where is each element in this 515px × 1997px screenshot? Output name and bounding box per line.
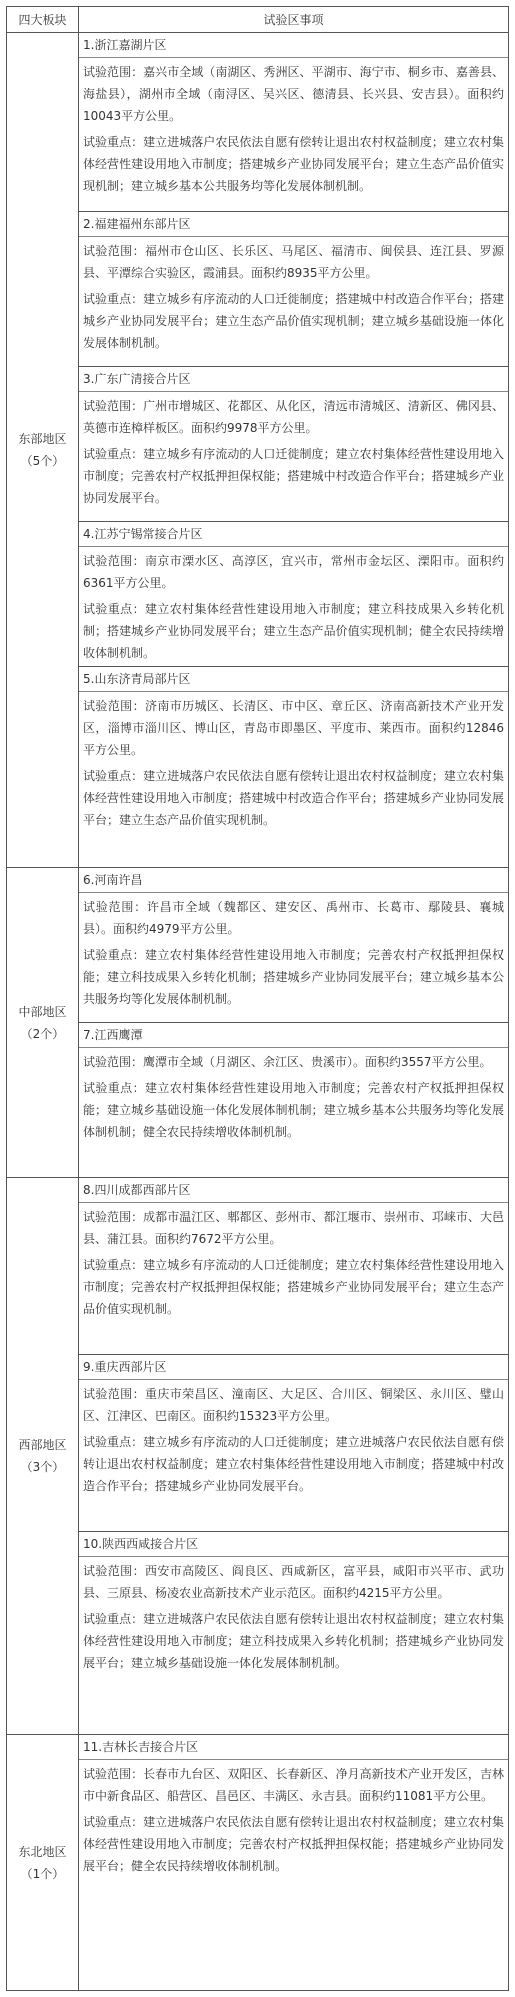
region-count: （1个）	[20, 1866, 65, 1881]
zone-cell	[79, 1355, 509, 1532]
zone-title: 9.重庆西部片区	[79, 1357, 508, 1380]
zone-focus: 试验重点：建立进城落户农民依法自愿有偿转让退出农村权益制度；建立农村集体经营性建设用地入市制度；完善农村产权抵押担保权能；搭建城乡产业协同发展平台；健全农民持续增收体制机制。	[83, 1815, 504, 1873]
zone-focus: 试验重点：建立城乡有序流动的人口迁徙制度；搭建城中村改造合作平台；搭建城乡产业协同发展平台；建立生态产品价值实现机制；建立城乡基础设施一体化发展体制机制。	[83, 292, 504, 350]
header-items: 试验区事项	[79, 7, 509, 33]
zone-cell	[79, 212, 509, 367]
table-row	[7, 667, 509, 868]
zone-cell	[79, 367, 509, 522]
table-row	[7, 1532, 509, 1735]
zone-focus: 试验重点：建立进城落户农民依法自愿有偿转让退出农村权益制度；建立农村集体经营性建设用地入市制度；搭建城乡产业协同发展平台；建立生态产品价值实现机制；建立城乡基本公共服务均等化发展体制机制。	[83, 135, 504, 193]
zone-focus: 试验重点：建立农村集体经营性建设用地入市制度；建立科技成果入乡转化机制；搭建城乡产业协同发展平台；建立生态产品价值实现机制；健全农民持续增收体制机制。	[83, 602, 504, 660]
zone-cell	[79, 1023, 509, 1178]
zone-scope: 试验范围：西安市高陵区、阎良区、西咸新区，富平县，咸阳市兴平市、武功县、三原县、杨凌农业高新技术产业示范区。面积约4215平方公里。	[83, 1564, 504, 1600]
header-region: 四大板块	[7, 7, 79, 33]
zone-title: 6.河南许昌	[79, 870, 508, 893]
zone-focus: 试验重点：建立进城落户农民依法自愿有偿转让退出农村权益制度；建立农村集体经营性建设用地入市制度；建立科技成果入乡转化机制；搭建城乡产业协同发展平台；建立城乡基础设施一体化发展体制机制。	[83, 1612, 504, 1670]
table-row	[7, 212, 509, 367]
header-row	[7, 7, 509, 33]
table-row	[7, 367, 509, 522]
region-name: 中部地区	[18, 1004, 67, 1019]
region-cell-central	[7, 868, 79, 1178]
zone-title: 11.吉林长吉接合片区	[79, 1737, 508, 1760]
zone-title: 3.广东广清接合片区	[79, 369, 508, 392]
zone-scope: 试验范围：福州市仓山区、长乐区、马尾区、福清市、闽侯县、连江县、罗源县、平潭综合实验区，霞浦县。面积约8935平方公里。	[83, 244, 504, 280]
region-count: （3个）	[20, 1460, 65, 1474]
zone-cell	[79, 33, 509, 212]
zone-title: 2.福建福州东部片区	[79, 214, 508, 237]
zone-cell	[79, 1178, 509, 1355]
zone-title: 8.四川成都西部片区	[79, 1180, 508, 1203]
zone-focus: 试验重点：建立城乡有序流动的人口迁徙制度；建立进城落户农民依法自愿有偿转让退出农村权益制度；建立农村集体经营性建设用地入市制度；搭建城中村改造合作平台；搭建城乡产业协同发展平台。	[83, 1435, 504, 1493]
zone-scope: 试验范围：济南市历城区、长清区、市中区、章丘区、济南高新技术产业开发区，淄博市淄川区、博山区，青岛市即墨区、平度市、莱西市。面积约12846平方公里。	[83, 699, 504, 757]
zone-scope: 试验范围：重庆市荣昌区、潼南区、大足区、合川区、铜梁区、永川区、璧山区、江津区、巴南区。面积约15323平方公里。	[83, 1387, 504, 1423]
zone-focus: 试验重点：建立农村集体经营性建设用地入市制度；完善农村产权抵押担保权能；建立科技成果入乡转化机制；搭建城乡产业协同发展平台；建立城乡基本公共服务均等化发展体制机制。	[83, 948, 504, 1006]
zone-cell	[79, 868, 509, 1023]
zone-scope: 试验范围：广州市增城区、花都区、从化区，清远市清城区、清新区、佛冈县、英德市连樟样板区。面积约9978平方公里。	[83, 399, 504, 435]
zone-focus: 试验重点：建立进城落户农民依法自愿有偿转让退出农村权益制度；建立农村集体经营性建设用地入市制度；搭建城中村改造合作平台；搭建城乡产业协同发展平台；建立生态产品价值实现机制。	[83, 769, 504, 827]
region-count: （5个）	[20, 454, 65, 468]
zone-title: 7.江西鹰潭	[79, 1025, 508, 1048]
pilot-zone-table	[6, 6, 509, 1991]
region-cell-northeast	[7, 1735, 79, 1991]
region-name: 西部地区	[18, 1438, 67, 1452]
table-row	[7, 868, 509, 1023]
zone-title: 1.浙江嘉湖片区	[79, 35, 508, 58]
table-row	[7, 33, 509, 212]
zone-focus: 试验重点：建立城乡有序流动的人口迁徙制度；建立农村集体经营性建设用地入市制度；完善农村产权抵押担保权能；搭建城中村改造合作平台；搭建城乡产业协同发展平台。	[83, 447, 504, 505]
region-name: 东北地区	[18, 1844, 67, 1859]
zone-scope: 试验范围：南京市溧水区、高淳区，宜兴市，常州市金坛区、溧阳市。面积约6361平方公里。	[83, 554, 504, 590]
zone-scope: 试验范围：长春市九台区、双阳区、长春新区、净月高新技术产业开发区，吉林市中新食品区、船营区、昌邑区、丰满区、永吉县。面积约11081平方公里。	[83, 1767, 504, 1803]
zone-scope: 试验范围：鹰潭市全域（月湖区、余江区、贵溪市）。面积约3557平方公里。	[83, 1055, 492, 1069]
table-row	[7, 1355, 509, 1532]
zone-focus: 试验重点：建立城乡有序流动的人口迁徙制度；建立农村集体经营性建设用地入市制度；完善农村产权抵押担保权能；搭建城乡产业协同发展平台；建立生态产品价值实现机制。	[83, 1258, 504, 1316]
zone-cell	[79, 522, 509, 667]
zone-title: 5.山东济青局部片区	[79, 669, 508, 692]
zone-title: 10.陕西西咸接合片区	[79, 1534, 508, 1557]
table-row	[7, 1178, 509, 1355]
zone-title: 4.江苏宁锡常接合片区	[79, 524, 508, 547]
zone-scope: 试验范围：成都市温江区、郫都区、彭州市、都江堰市、崇州市、邛崃市、大邑县、蒲江县。面积约7672平方公里。	[83, 1210, 504, 1246]
zone-cell	[79, 667, 509, 868]
region-cell-east	[7, 33, 79, 868]
region-cell-west	[7, 1178, 79, 1735]
region-name: 东部地区	[18, 432, 67, 446]
zone-cell	[79, 1735, 509, 1991]
zone-scope: 试验范围：许昌市全域（魏都区、建安区、禹州市、长葛市、鄢陵县、襄城县）。面积约4979平方公里。	[83, 900, 504, 936]
zone-focus: 试验重点：建立农村集体经营性建设用地入市制度；完善农村产权抵押担保权能；建立城乡基础设施一体化发展体制机制；建立城乡基本公共服务均等化发展体制机制；健全农民持续增收体制机制。	[83, 1081, 504, 1139]
table-row	[7, 1735, 509, 1991]
zone-cell	[79, 1532, 509, 1735]
zone-scope: 试验范围：嘉兴市全域（南湖区、秀洲区、平湖市、海宁市、桐乡市、嘉善县、海盐县），湖州市全域（南浔区、吴兴区、德清县、长兴县、安吉县）。面积约10043平方公里。	[83, 65, 504, 123]
region-count: （2个）	[20, 1026, 65, 1041]
table-row	[7, 1023, 509, 1178]
table-row	[7, 522, 509, 667]
